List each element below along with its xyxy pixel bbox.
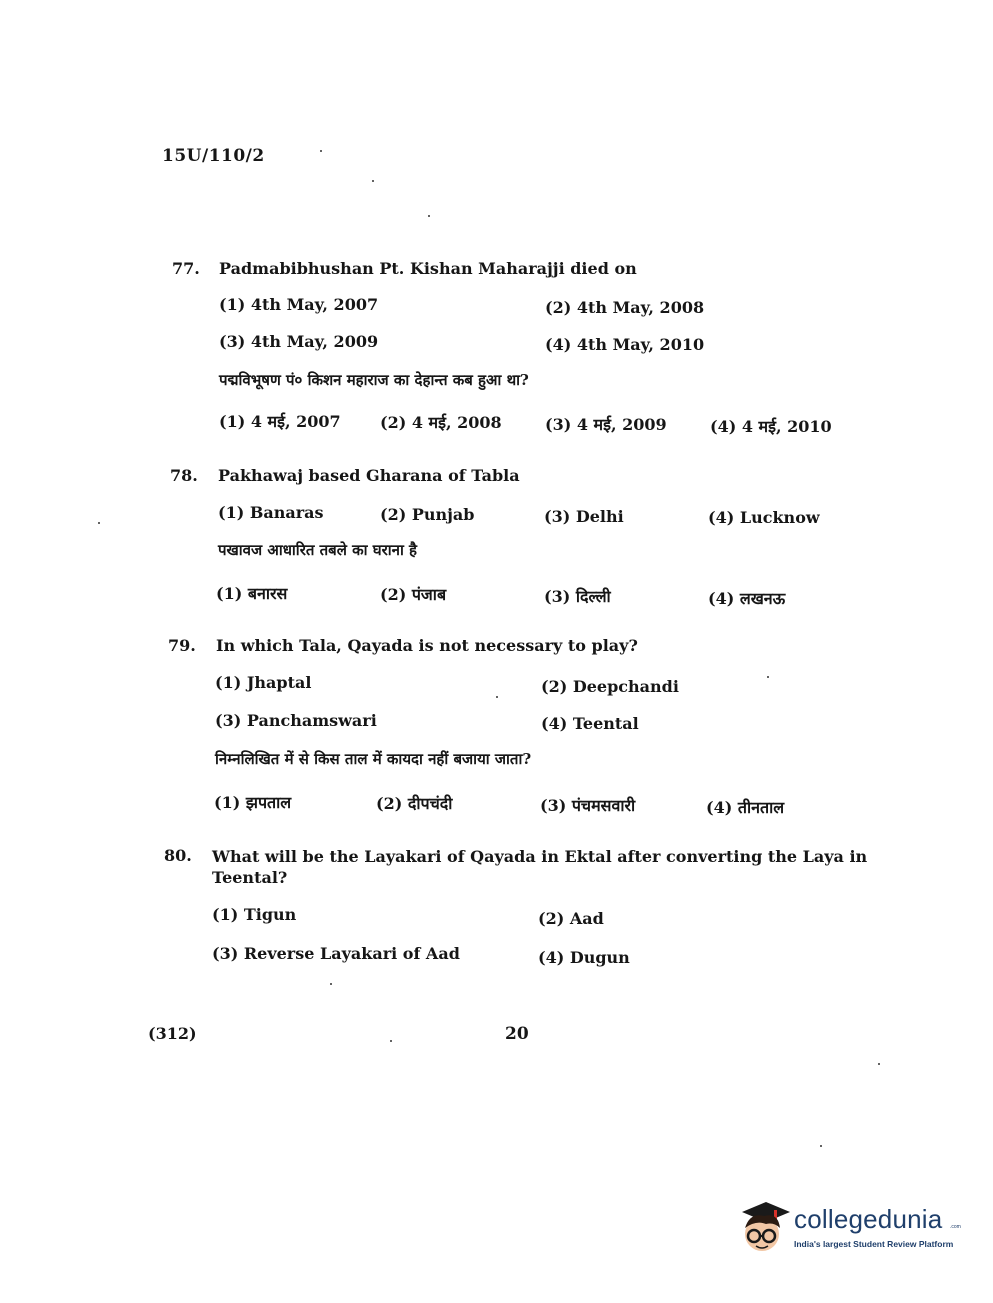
scan-speck [496,696,498,698]
option: (3) Reverse Layakari of Aad [212,944,460,963]
page-number: 20 [505,1024,529,1044]
option: (1) Jhaptal [215,673,312,692]
scan-speck [767,676,769,678]
question-number: 77. [172,259,200,278]
option: (3) 4th May, 2009 [219,332,379,351]
question-text: Padmabibhushan Pt. Kishan Maharajji died on [219,259,637,278]
hindi-question-text: पद्मविभूषण पं० किशन महाराज का देहान्त कब हुआ था? [219,371,529,389]
scan-speck [372,180,374,182]
hindi-option: (4) 4 मई, 2010 [710,417,832,436]
scan-speck [878,1063,880,1065]
logo-suffix: .com [950,1224,961,1230]
question-number: 78. [170,466,198,485]
hindi-option: (2) पंजाब [380,585,447,604]
footer-code: (312) [148,1024,197,1043]
hindi-option: (3) 4 मई, 2009 [545,415,667,434]
hindi-option: (1) झपताल [214,793,292,812]
scan-speck [98,522,100,524]
collegedunia-logo [736,1198,966,1262]
logo-tagline: India's largest Student Review Platform [794,1239,954,1249]
logo-wordmark: collegedunia [794,1204,943,1234]
scan-speck [320,150,322,152]
question-text: What will be the Layakari of Qayada in Ektal after converting the Laya in Teental? [212,847,868,887]
scan-speck [390,1040,392,1042]
hindi-option: (3) पंचमसवारी [540,796,636,815]
question-number: 80. [164,846,192,865]
question-number: 79. [168,636,196,655]
option: (2) Aad [538,909,604,928]
hindi-question-text: पखावज आधारित तबले का घराना है [218,541,418,559]
hindi-option: (3) दिल्ली [544,587,611,606]
hindi-question-text: निम्नलिखित में से किस ताल में कायदा नहीं बजाया जाता? [215,750,532,768]
option: (1) Banaras [218,503,324,522]
scan-speck [428,215,430,217]
paper-code: 15U/110/2 [162,146,265,166]
option: (1) 4th May, 2007 [219,295,379,314]
hindi-option: (1) 4 मई, 2007 [219,412,341,431]
option: (3) Delhi [544,507,624,526]
hindi-option: (4) तीनताल [706,798,785,817]
hindi-option: (1) बनारस [216,584,288,603]
option: (2) 4th May, 2008 [545,298,705,317]
hindi-option: (4) लखनऊ [708,589,786,608]
option: (4) Lucknow [708,508,820,527]
question-text: Pakhawaj based Gharana of Tabla [218,466,520,485]
hindi-option: (2) दीपचंदी [376,794,453,813]
option: (1) Tigun [212,905,297,924]
student-mascot-icon [736,1198,792,1260]
scan-speck [820,1145,822,1147]
hindi-option: (2) 4 मई, 2008 [380,413,502,432]
question-text: In which Tala, Qayada is not necessary to play? [216,636,638,655]
option: (4) Dugun [538,948,630,967]
scan-speck [330,983,332,985]
option: (4) 4th May, 2010 [545,335,705,354]
option: (2) Deepchandi [541,677,679,696]
option: (3) Panchamswari [215,711,377,730]
option: (2) Punjab [380,505,475,524]
option: (4) Teental [541,714,639,733]
